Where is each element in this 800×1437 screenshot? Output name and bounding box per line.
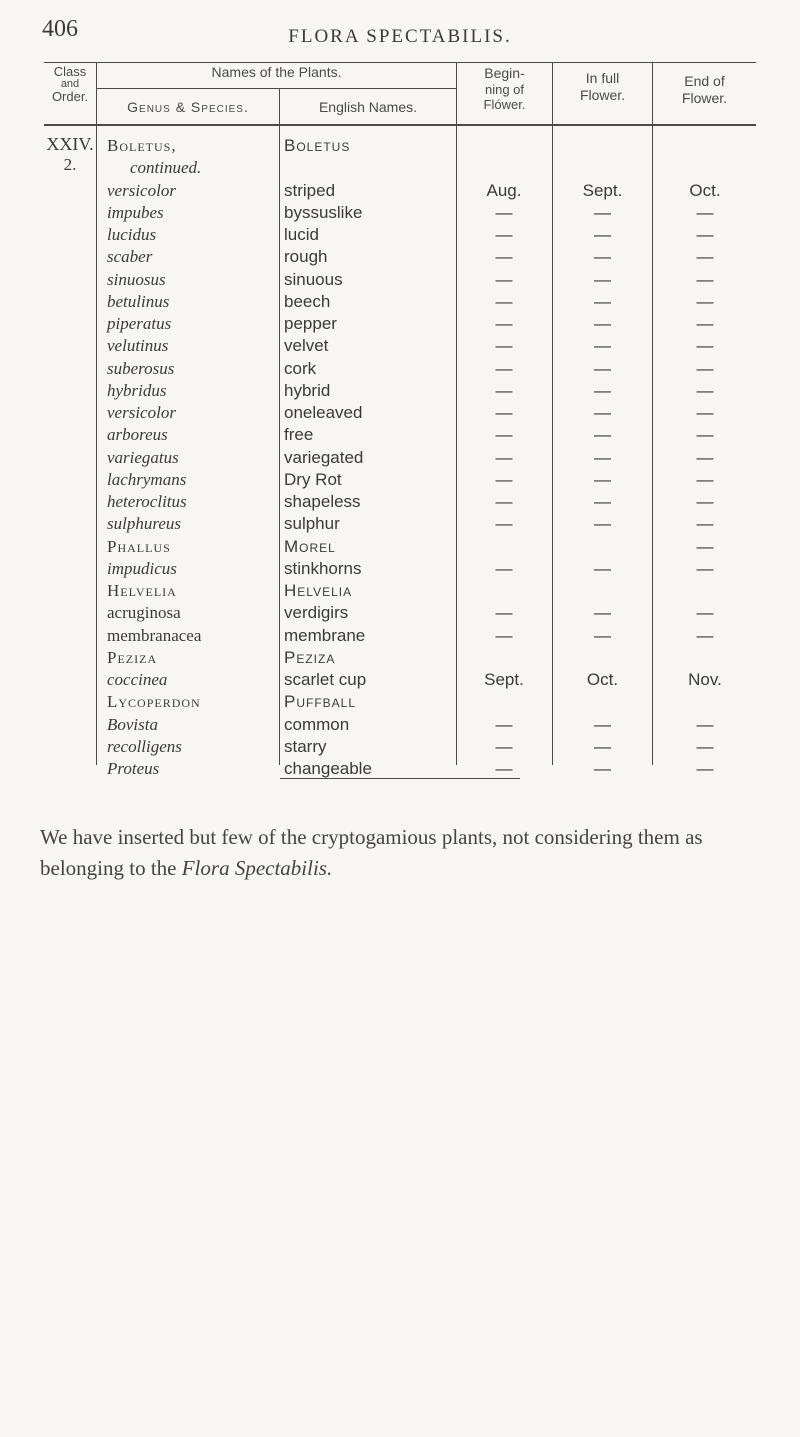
table-row: [0, 425, 800, 448]
header-class-order: Class and Order.: [51, 64, 89, 104]
beginning-cell: —: [495, 292, 513, 311]
table-row: [0, 626, 800, 649]
end-of-flower-cell: —: [696, 225, 714, 244]
english-name-cell: byssuslike: [284, 203, 363, 222]
english-name-cell: rough: [284, 247, 328, 266]
beginning-cell: —: [495, 559, 513, 578]
genus-species-cell: Peziza: [107, 648, 158, 667]
end-of-flower-cell: —: [696, 292, 714, 311]
english-name-cell: cork: [284, 359, 317, 378]
genus-species-cell: variegatus: [107, 448, 179, 467]
genus-species-cell: recolligens: [107, 737, 182, 756]
end-of-flower-cell: —: [696, 425, 714, 444]
table-row: [0, 403, 800, 426]
beginning-cell: —: [495, 247, 513, 266]
in-full-cell: Oct.: [586, 670, 619, 689]
table-row: [0, 715, 800, 738]
header-end-of: End of Flower.: [681, 73, 728, 106]
english-name-cell: verdigirs: [284, 603, 349, 622]
end-of-flower-cell: —: [696, 537, 714, 556]
table-row: [0, 292, 800, 315]
in-full-cell: —: [594, 470, 611, 489]
end-of-flower-cell: —: [696, 247, 714, 266]
header-beginning: Begin- ning of Flówer.: [483, 65, 526, 112]
beginning-cell: —: [495, 715, 513, 734]
genus-species-cell: lachrymans: [107, 470, 187, 489]
in-full-cell: —: [594, 448, 611, 467]
beginning-cell: —: [495, 270, 513, 289]
end-of-flower-cell: —: [696, 492, 714, 511]
end-of-flower-cell: —: [696, 336, 714, 355]
table-row: [0, 648, 800, 671]
genus-species-cell: hybridus: [107, 381, 167, 400]
end-of-flower-cell: Nov.: [688, 670, 722, 689]
beginning-cell: —: [495, 514, 513, 533]
beginning-cell: —: [495, 225, 513, 244]
table-row: [0, 603, 800, 626]
english-name-cell: striped: [284, 181, 336, 200]
table-row: [0, 247, 800, 270]
english-name-cell: Helvelia: [284, 581, 353, 600]
footnote-text: We have inserted but few of the cryptogamious plants, not considering them as belonging to the: [40, 825, 703, 880]
english-name-cell: Puffball: [284, 692, 357, 711]
beginning-cell: —: [495, 336, 513, 355]
table-row: [0, 670, 800, 693]
english-name-cell: membrane: [284, 626, 366, 645]
in-full-cell: —: [594, 292, 611, 311]
beginning-cell: —: [495, 359, 513, 378]
genus-species-cell: acruginosa: [107, 603, 181, 622]
names-subheader-rule: [96, 88, 456, 89]
table-row: [0, 314, 800, 337]
english-name-cell: pepper: [284, 314, 337, 333]
genus-species-cell: Proteus: [107, 759, 160, 778]
english-name-cell: common: [284, 715, 350, 734]
table-row: [0, 381, 800, 404]
end-of-flower-cell: —: [696, 470, 714, 489]
table-row: [0, 692, 800, 715]
beginning-cell: —: [495, 492, 513, 511]
in-full-cell: —: [594, 759, 611, 778]
table-top-rule: [44, 62, 756, 63]
end-of-flower-cell: Oct.: [689, 181, 721, 200]
beginning-cell: —: [495, 381, 513, 400]
end-of-flower-cell: —: [696, 559, 714, 578]
table-row: [0, 203, 800, 226]
english-name-cell: changeable: [284, 759, 372, 778]
beginning-cell: —: [495, 603, 513, 622]
genus-species-cell: piperatus: [107, 314, 172, 333]
in-full-cell: —: [594, 603, 611, 622]
beginning-cell: —: [495, 448, 513, 467]
in-full-cell: —: [594, 247, 611, 266]
table-row: [0, 537, 800, 560]
in-full-cell: —: [594, 270, 611, 289]
end-of-flower-cell: —: [696, 359, 714, 378]
english-name-cell: beech: [284, 292, 331, 311]
table-row: [0, 559, 800, 582]
english-name-cell: Peziza: [284, 648, 336, 667]
table-row: [0, 181, 800, 204]
genus-species-cell: sinuosus: [107, 270, 166, 289]
header-in-full: In full Flower.: [579, 70, 626, 103]
genus-species-cell: membranacea: [107, 626, 202, 645]
genus-species-cell: arboreus: [107, 425, 168, 444]
in-full-cell: —: [594, 336, 611, 355]
genus-species-cell: heteroclitus: [107, 492, 187, 511]
table-row: [0, 158, 800, 181]
in-full-cell: —: [594, 359, 611, 378]
beginning-cell: —: [495, 314, 513, 333]
in-full-cell: —: [594, 737, 611, 756]
english-name-cell: scarlet cup: [284, 670, 367, 689]
english-name-cell: stinkhorns: [284, 559, 362, 578]
beginning-cell: —: [495, 203, 513, 222]
genus-species-cell: impudicus: [107, 559, 177, 578]
in-full-cell: —: [594, 492, 611, 511]
beginning-cell: —: [495, 470, 513, 489]
genus-species-cell: Helvelia: [107, 581, 177, 600]
header-bottom-rule: [44, 124, 756, 126]
genus-species-cell: Phallus: [107, 537, 171, 556]
end-of-flower-cell: —: [696, 448, 714, 467]
in-full-cell: —: [594, 715, 611, 734]
in-full-cell: —: [594, 403, 611, 422]
header-english-names: English Names.: [318, 99, 418, 115]
in-full-cell: —: [594, 626, 611, 645]
english-name-cell: starry: [284, 737, 327, 756]
beginning-cell: Aug.: [486, 181, 522, 200]
english-name-cell: shapeless: [284, 492, 361, 511]
table-row: [0, 759, 800, 782]
english-name-cell: Morel: [284, 537, 336, 556]
class-label: XXIV.: [46, 134, 94, 154]
end-of-flower-cell: —: [696, 603, 714, 622]
genus-species-cell: coccinea: [107, 670, 168, 689]
english-name-cell: lucid: [284, 225, 319, 244]
beginning-cell: —: [495, 737, 513, 756]
end-of-flower-cell: —: [696, 759, 714, 778]
english-name-cell: oneleaved: [284, 403, 363, 422]
genus-species-cell: Lycoperdon: [107, 692, 201, 711]
english-name-cell: hybrid: [284, 381, 331, 400]
in-full-cell: —: [594, 381, 611, 400]
in-full-cell: —: [594, 559, 611, 578]
in-full-cell: Sept.: [582, 181, 623, 200]
footnote-italic: Flora Spectabilis.: [181, 856, 333, 880]
table-row: [0, 270, 800, 293]
footnote: [40, 822, 770, 884]
in-full-cell: —: [594, 225, 611, 244]
end-of-flower-cell: —: [696, 514, 714, 533]
table-row: [0, 336, 800, 359]
table-row: [0, 136, 800, 159]
genus-species-cell: velutinus: [107, 336, 169, 355]
table-row: [0, 737, 800, 760]
in-full-cell: —: [594, 514, 611, 533]
running-head: FLORA SPECTABILIS.: [288, 26, 512, 47]
header-names: Names of the Plants.: [211, 64, 342, 80]
order-label: 2.: [63, 155, 77, 174]
genus-species-cell: betulinus: [107, 292, 170, 311]
end-of-flower-cell: —: [696, 737, 714, 756]
english-name-cell: sulphur: [284, 514, 340, 533]
beginning-cell: —: [495, 626, 513, 645]
table-row: [0, 581, 800, 604]
english-name-cell: velvet: [284, 336, 329, 355]
english-name-cell: variegated: [284, 448, 364, 467]
table-row: [0, 470, 800, 493]
page-number: 406: [42, 16, 78, 42]
table-row: [0, 448, 800, 471]
genus-species-cell: Bovista: [107, 715, 158, 734]
table-row: [0, 514, 800, 537]
beginning-cell: —: [495, 425, 513, 444]
beginning-cell: —: [495, 403, 513, 422]
genus-species-cell: impubes: [107, 203, 164, 222]
end-of-flower-cell: —: [696, 314, 714, 333]
genus-species-cell: versicolor: [107, 403, 176, 422]
english-name-cell: Boletus: [284, 136, 351, 155]
end-of-flower-cell: —: [696, 403, 714, 422]
end-of-flower-cell: —: [696, 203, 714, 222]
in-full-cell: —: [594, 203, 611, 222]
in-full-cell: —: [594, 425, 611, 444]
genus-species-cell: continued.: [130, 158, 202, 177]
genus-species-cell: lucidus: [107, 225, 157, 244]
genus-species-cell: scaber: [107, 247, 153, 266]
end-of-flower-cell: —: [696, 270, 714, 289]
end-of-flower-cell: —: [696, 381, 714, 400]
english-name-cell: Dry Rot: [284, 470, 342, 489]
beginning-cell: —: [495, 759, 513, 778]
genus-species-cell: sulphureus: [107, 514, 181, 533]
genus-species-cell: versicolor: [107, 181, 176, 200]
beginning-cell: Sept.: [484, 670, 524, 689]
english-name-cell: sinuous: [284, 270, 343, 289]
in-full-cell: —: [594, 314, 611, 333]
table-row: [0, 492, 800, 515]
english-name-cell: free: [284, 425, 314, 444]
genus-species-cell: Boletus,: [107, 136, 177, 155]
genus-species-cell: suberosus: [107, 359, 175, 378]
header-genus-species: Genus & Species.: [127, 99, 249, 115]
end-of-flower-cell: —: [696, 715, 714, 734]
end-of-flower-cell: —: [696, 626, 714, 645]
table-row: [0, 225, 800, 248]
table-row: [0, 359, 800, 382]
